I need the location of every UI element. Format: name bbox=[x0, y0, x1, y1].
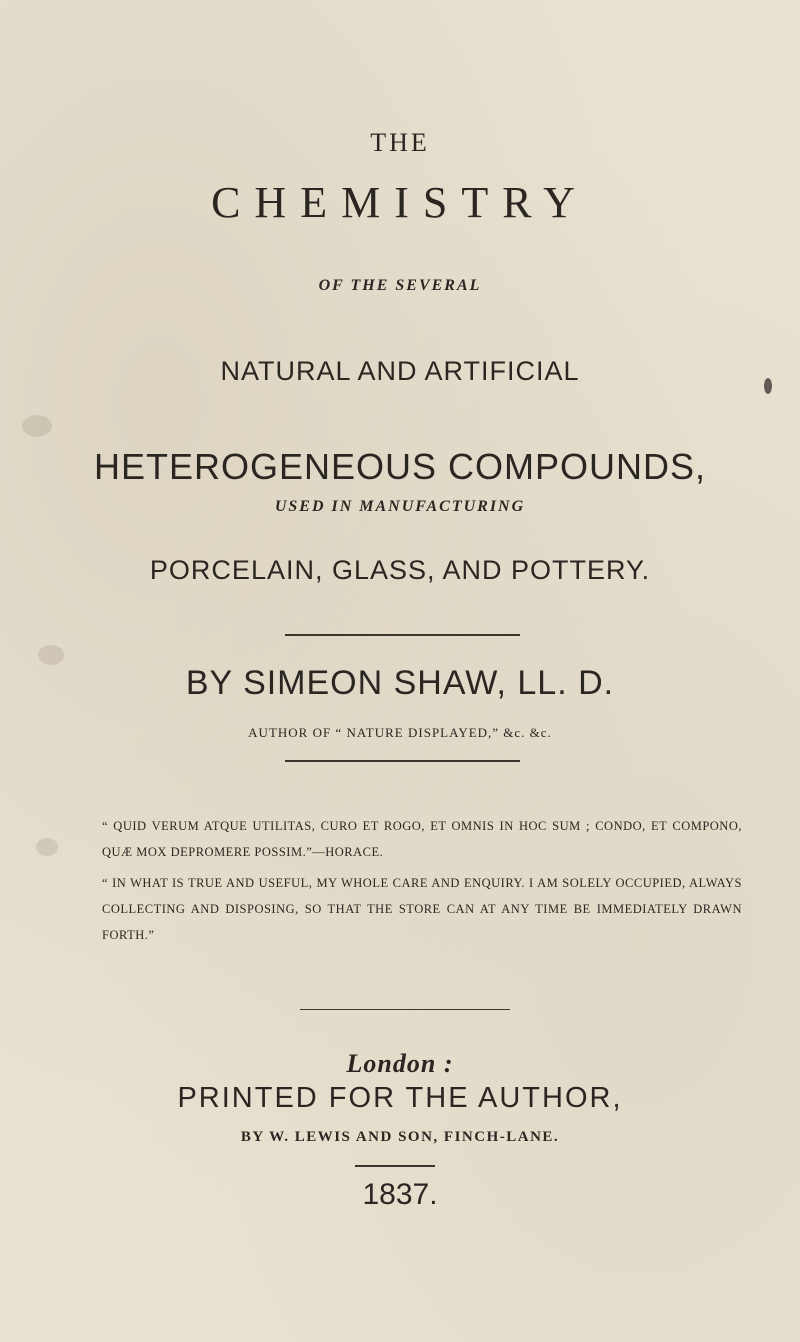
author-credentials: AUTHOR OF “ NATURE DISPLAYED,” &c. &c. bbox=[248, 725, 552, 740]
epigraph-latin: “ QUID VERUM ATQUE UTILITAS, CURO ET ROGO, ET OMNIS IN HOC SUM ; CONDO, ET COMPONO, QUÆ MOX DEPROMERE POSSIM.”—HORACE. bbox=[102, 819, 742, 859]
imprint-year: 1837. bbox=[362, 1178, 438, 1211]
subtitle-natural-and-artificial: NATURAL AND ARTIFICIAL bbox=[220, 356, 580, 386]
subtitle-of-the-several: OF THE SEVERAL bbox=[318, 277, 482, 294]
divider-rule bbox=[285, 760, 520, 762]
title-chemistry: CHEMISTRY bbox=[211, 178, 589, 227]
imprint-printed-for: PRINTED FOR THE AUTHOR, bbox=[177, 1082, 623, 1114]
paper-stain bbox=[36, 838, 58, 856]
author-byline: BY SIMEON SHAW, LL. D. bbox=[185, 664, 615, 702]
epigraph-english: “ IN WHAT IS TRUE AND USEFUL, MY WHOLE CARE AND ENQUIRY. I AM SOLELY OCCUPIED, ALWAYS COLLECTING AND DISPOSING, SO THAT THE STORE CAN AT ANY TIME BE IMMEDIATELY DRAWN FORTH.” bbox=[102, 876, 742, 942]
subtitle-heterogeneous-compounds: HETEROGENEOUS COMPOUNDS, bbox=[93, 446, 707, 487]
divider-rule bbox=[285, 634, 520, 636]
imprint-printer: BY W. LEWIS AND SON, FINCH-LANE. bbox=[240, 1129, 560, 1145]
divider-rule bbox=[300, 1009, 510, 1010]
paper-stain bbox=[22, 415, 52, 437]
paper-stain bbox=[38, 645, 64, 665]
imprint-place: London : bbox=[346, 1049, 454, 1078]
divider-rule bbox=[355, 1165, 435, 1167]
subtitle-used-in-manufacturing: USED IN MANUFACTURING bbox=[274, 498, 526, 515]
title-the: THE bbox=[370, 128, 430, 157]
subtitle-products: PORCELAIN, GLASS, AND POTTERY. bbox=[149, 555, 651, 585]
